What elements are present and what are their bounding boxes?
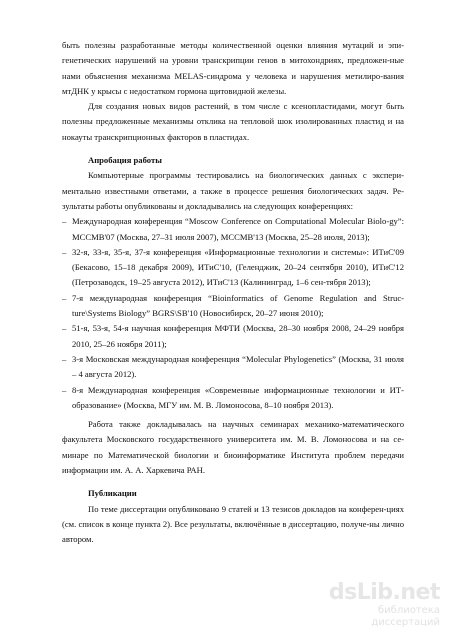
- list-item: – 32-я, 33-я, 35-я, 37-я конференция «Информационные технологии и системы»: ИТиС'09 (Бекасово, 15–18 декабря 2009), ИТиС'10, (Геленджик, 20–24 сентября 2010), ИТиС'12 (Петрозаводск, 19–25 августа 2012), ИТиС'13 (Калининград, 1–6 сен-тября 2013);: [62, 246, 404, 288]
- paragraph-publications: По теме диссертации опубликовано 9 статей и 13 тезисов докладов на конферен-циях (см. список в конце пункта 2). Все результаты, включённые в диссертацию, получе-ны лично автором.: [62, 503, 404, 545]
- paragraph-approbation: Компьютерные программы тестировались на биологических данных с экспери-ментально известными ответами, а также в процессе решения биологических задач. Ре-зультаты работы опубликованы и докладывались на следующих конференциях:: [62, 170, 404, 211]
- document-page: [62, 38, 404, 548]
- list-item: – 7-я международная конференция “Bioinformatics of Genome Regulation and Struc-ture\Systems Biology” BGRS\SB'10 (Новосибирск, 20–27 июня 2010);: [62, 292, 404, 319]
- list-item: – 8-я Международная конференция «Современные информационные технологии и ИТ-образование» (Москва, МГУ им. М. В. Ломоносова, 8–10 ноября 2013).: [62, 384, 404, 410]
- list-item: – 3-я Московская международная конференция “Molecular Phylogenetics” (Москва, 31 июля – 4 августа 2012).: [62, 353, 404, 380]
- watermark-logo: dsLib.net: [328, 580, 440, 605]
- paragraph-significance-2: Для создания новых видов растений, в том числе с ксенопластидами, могут быть полезны предложенные механизмы отклика на тепловой шок изолированных пластид и на нокауты транскрипционных факторов в пластидах.: [62, 101, 404, 142]
- paragraph-seminars: Работа также докладывалась на научных семинарах механико-математического факультета Московского государственного университета им. М. В. Ломоносова и на се-минаре по Математической биологии и биоинформатике Института проблем передачи информации им. А. А. Харкевича РАН.: [62, 419, 404, 476]
- list-item: – 51-я, 53-я, 54-я научная конференция МФТИ (Москва, 28–30 ноября 2008, 24–29 ноября 2010, 25–26 ноября 2011);: [62, 323, 404, 349]
- conference-list: [62, 214, 404, 413]
- paragraph-significance-1: быть полезны разработанные методы количественной оценки влияния мутаций и эпи-генетических нарушений на уровни транскрипции генов в митохондриях, предложен-ные нами объяснения механизма MELAS-синдрома у человека и нарушения метилиро-вания мтДНК у крысы с недостатком гормона щитовидной железы.: [62, 40, 404, 96]
- watermark-tagline: библиотека диссертаций: [371, 605, 440, 628]
- list-item: – Международная конференция “Moscow Conference on Computational Molecular Biolo-gy”: MCCMB'07 (Москва, 27–31 июля 2007), MCCMB'13 (Москва, 25–28 июля, 2013);: [62, 216, 404, 242]
- heading-publications: Публикации: [88, 488, 137, 499]
- watermark: [320, 581, 440, 629]
- heading-approbation: Апробация работы: [88, 155, 162, 166]
